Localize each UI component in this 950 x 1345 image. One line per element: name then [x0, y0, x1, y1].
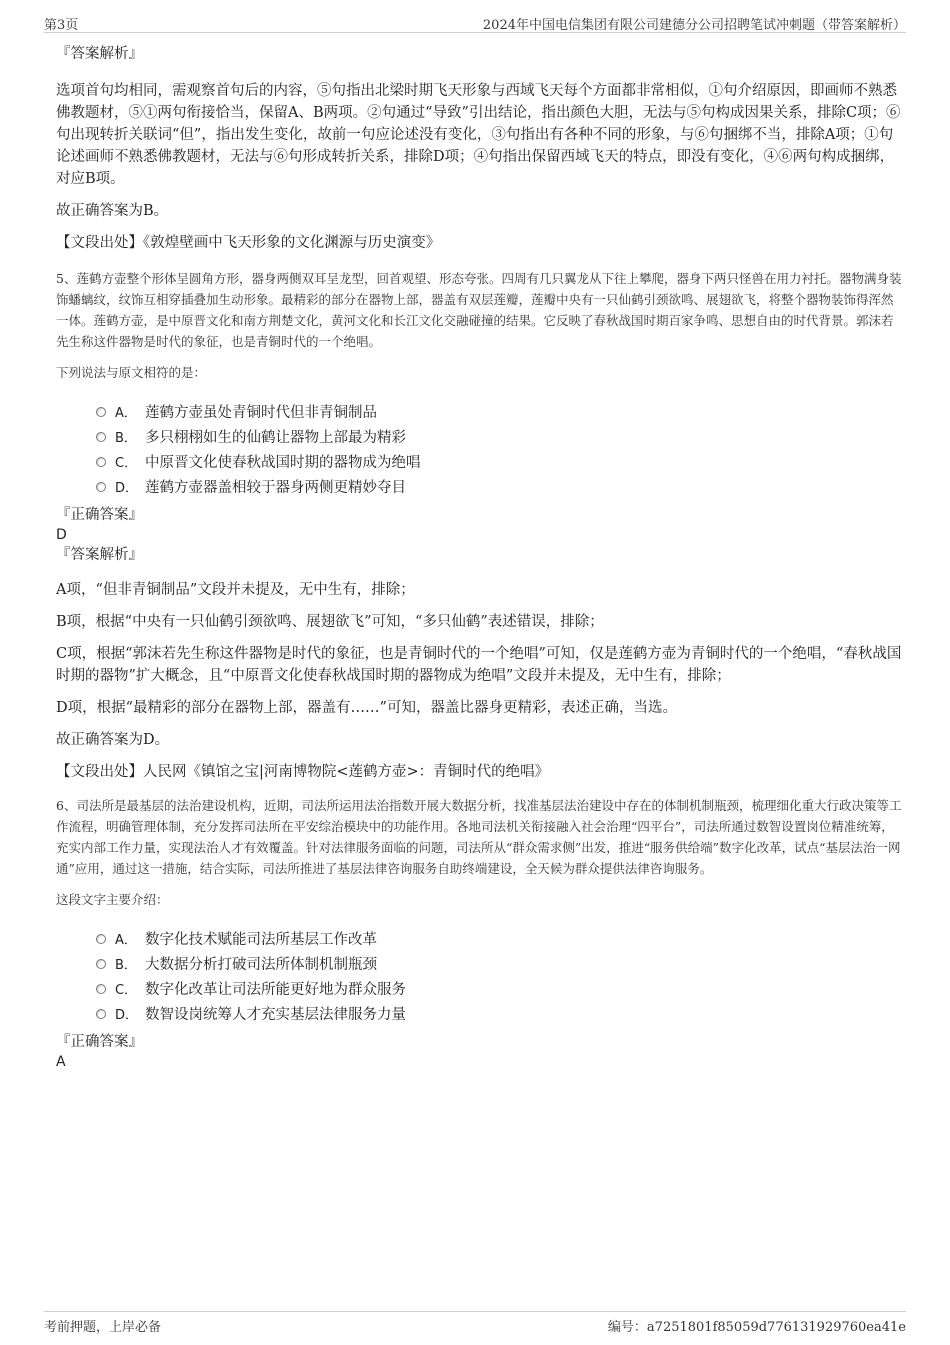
option-text: 数字化技术赋能司法所基层工作改革	[145, 932, 377, 948]
q6-option-c[interactable]	[96, 976, 902, 1001]
main-content	[56, 44, 902, 1072]
q5-options	[96, 399, 902, 499]
option-text: 多只栩栩如生的仙鹤让器物上部最为精彩	[145, 430, 406, 446]
q6-prompt: 这段文字主要介绍：	[56, 892, 169, 907]
q5-analysis-b: B项，根据“中央有一只仙鹤引颈欲鸣、展翅欲飞”可知，“多只仙鹤”表述错误，排除；	[56, 614, 604, 630]
option-letter: B．	[115, 431, 137, 446]
option-text: 数智设岗统筹人才充实基层法律服务力量	[145, 1007, 406, 1023]
radio-button[interactable]	[96, 432, 106, 442]
option-letter: D．	[115, 1008, 139, 1023]
radio-button[interactable]	[96, 407, 106, 417]
q5-answer-label: 『正确答案』	[56, 507, 143, 523]
option-letter: A．	[115, 933, 137, 948]
document-id: 编号：a7251801f85059d776131929760ea41e	[607, 1320, 906, 1335]
option-text: 中原晋文化使春秋战国时期的器物成为绝唱	[145, 455, 421, 471]
q5-option-b[interactable]	[96, 424, 902, 449]
option-text: 莲鹤方壶器盖相较于器身两侧更精妙夺目	[145, 480, 406, 496]
prev-source: 【文段出处】《敦煌壁画中飞天形象的文化渊源与历史演变》	[56, 235, 441, 251]
radio-button[interactable]	[96, 934, 106, 944]
q5-passage: 5、莲鹤方壶整个形体呈圆角方形，器身两侧双耳呈龙型，回首观望、形态夸张。四周有几只翼龙从下往上攀爬，器身下两只怪兽在用力衬托。器物满身装饰蟠螭纹，纹饰互相穿插叠加生动形象。最精彩的部分在器物上部，器盖有双层莲瓣，莲瓣中央有一只仙鹤引颈欲鸣、展翅欲飞，将整个器物装饰得浑然一体。莲鹤方壶，是中原晋文化和南方荆楚文化，黄河文化和长江文化交融碰撞的结果。它反映了春秋战国时期百家争鸣、思想自由的时代背景。郭沫若先生称这件器物是时代的象征，也是青铜时代的一个绝唱。	[56, 271, 902, 349]
page-number: 第3页	[44, 18, 79, 33]
radio-button[interactable]	[96, 1009, 106, 1019]
q5-prompt: 下列说法与原文相符的是：	[56, 365, 207, 380]
q5-analysis-a: A项，“但非青铜制品”文段并未提及，无中生有，排除；	[56, 582, 415, 598]
option-letter: B．	[115, 958, 137, 973]
q6-answer: A	[56, 1054, 66, 1070]
radio-button[interactable]	[96, 984, 106, 994]
option-letter: C．	[115, 983, 138, 998]
q5-option-c[interactable]	[96, 449, 902, 474]
q5-answer: D	[56, 527, 67, 543]
q5-option-d[interactable]	[96, 474, 902, 499]
page-header	[44, 12, 906, 33]
q5-analysis-c: C项，根据“郭沫若先生称这件器物是时代的象征，也是青铜时代的一个绝唱”可知，仅是莲鹤方壶为青铜时代的一个绝唱，“春秋战国时期的器物”扩大概念，且“中原晋文化使春秋战国时期的器物成为绝唱”文段并未提及，无中生有，排除；	[56, 646, 902, 684]
prev-analysis-label: 『答案解析』	[56, 46, 143, 62]
q5-conclusion: 故正确答案为D。	[56, 732, 170, 748]
option-letter: A．	[115, 406, 137, 421]
option-text: 大数据分析打破司法所体制机制瓶颈	[145, 957, 377, 973]
option-letter: C．	[115, 456, 138, 471]
q6-passage: 6、司法所是最基层的法治建设机构，近期，司法所运用法治指数开展大数据分析，找准基层法治建设中存在的体制机制瓶颈，梳理细化重大行政决策等工作流程，明确管理体制，充分发挥司法所在平安综治模块中的功能作用。各地司法机关衔接融入社会治理“四平台”，司法所通过数智设置岗位精准统筹，充实内部工作力量，实现法治人才有效覆盖。针对法律服务面临的问题，司法所从“群众需求侧”出发，推进“服务供给端”数字化改革，试点“基层法治一网通”应用，通过这一措施，结合实际，司法所推进了基层法律咨询服务自助终端建设，全天候为群众提供法律咨询服务。	[56, 798, 902, 876]
option-text: 数字化改革让司法所能更好地为群众服务	[145, 982, 406, 998]
document-title: 2024年中国电信集团有限公司建德分公司招聘笔试冲刺题（带答案解析）	[482, 18, 906, 33]
q6-answer-label: 『正确答案』	[56, 1034, 143, 1050]
q5-option-a[interactable]	[96, 399, 902, 424]
radio-button[interactable]	[96, 457, 106, 467]
q6-option-b[interactable]	[96, 951, 902, 976]
prev-conclusion: 故正确答案为B。	[56, 203, 169, 219]
q5-analysis-label: 『答案解析』	[56, 547, 143, 563]
footer-slogan: 考前押题，上岸必备	[44, 1320, 162, 1335]
q6-option-a[interactable]	[96, 926, 902, 951]
option-letter: D．	[115, 481, 139, 496]
option-text: 莲鹤方壶虽处青铜时代但非青铜制品	[145, 405, 377, 421]
page-footer	[44, 1311, 906, 1334]
q5-analysis-d: D项，根据“最精彩的部分在器物上部，器盖有……”可知，器盖比器身更精彩，表述正确，当选。	[56, 700, 677, 716]
radio-button[interactable]	[96, 959, 106, 969]
q6-option-d[interactable]	[96, 1001, 902, 1026]
q6-options	[96, 926, 902, 1026]
prev-analysis-text: 选项首句均相同，需观察首句后的内容，⑤句指出北梁时期飞天形象与西域飞天每个方面都非常相似，①句介绍原因，即画师不熟悉佛教题材，⑤①两句衔接恰当，保留A、B两项。②句通过“导致”引出结论，指出颜色大胆，无法与⑤句构成因果关系，排除C项；⑥句出现转折关联词“但”，指出发生变化，故前一句应论述没有变化，③句指出有各种不同的形象，与⑥句捆绑不当，排除A项；①句论述画师不熟悉佛教题材，无法与⑥句形成转折关系，排除D项；④句指出保留西域飞天的特点，即没有变化，④⑥两句构成捆绑，对应B项。	[56, 83, 901, 187]
q5-source: 【文段出处】人民网《镇馆之宝|河南博物院<莲鹤方壶>：青铜时代的绝唱》	[56, 764, 550, 780]
radio-button[interactable]	[96, 482, 106, 492]
